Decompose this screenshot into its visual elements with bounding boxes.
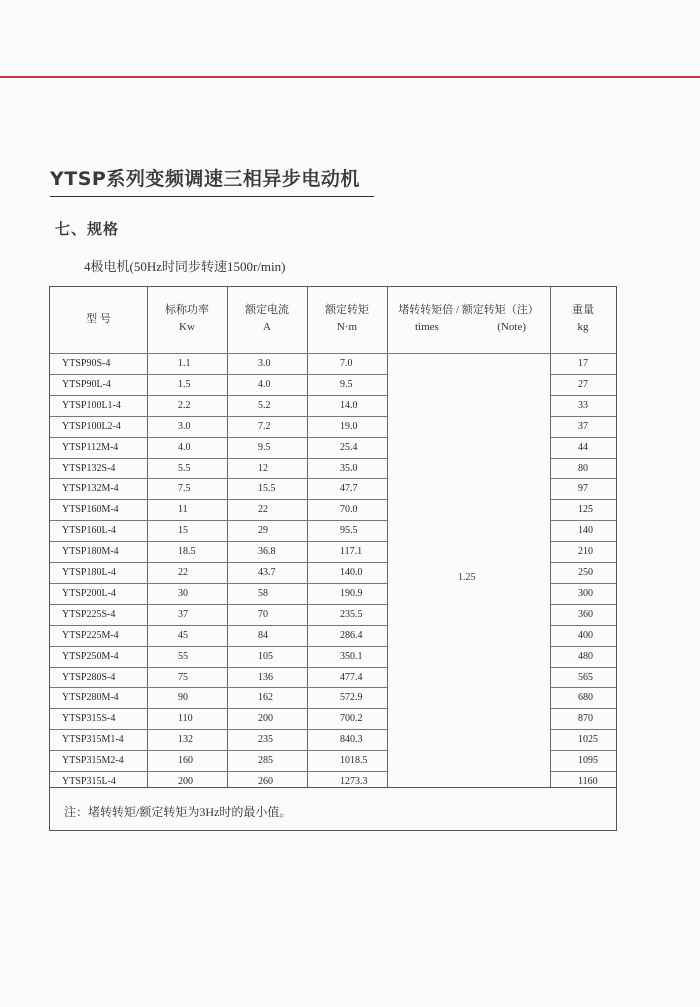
cell-current: 12 (258, 462, 268, 474)
cell-torque: 7.0 (340, 358, 353, 369)
header-torque-unit: N·m (336, 321, 358, 333)
cell-model: YTSP100L2-4 (62, 420, 121, 432)
cell-power: 45 (178, 629, 188, 641)
cell-torque: 140.0 (340, 567, 363, 578)
row-divider (50, 562, 387, 563)
header-power (147, 302, 227, 336)
cell-weight: 33 (578, 399, 588, 411)
cell-model: YTSP90L-4 (62, 378, 111, 390)
header-torque (307, 302, 387, 336)
row-divider (50, 687, 387, 688)
row-divider (50, 583, 387, 584)
header-current-unit: A (263, 321, 271, 333)
cell-power: 37 (178, 608, 188, 620)
cell-weight: 37 (578, 420, 588, 432)
cell-power: 22 (178, 567, 188, 578)
cell-current: 22 (258, 504, 268, 516)
cell-power: 15 (178, 525, 188, 537)
cell-weight: 1025 (578, 734, 598, 746)
row-divider (550, 374, 616, 375)
cell-power: 55 (178, 650, 188, 662)
cell-power: 3.0 (178, 420, 191, 432)
cell-weight: 360 (578, 608, 593, 620)
cell-torque: 19.0 (340, 420, 358, 432)
cell-torque: 840.3 (340, 734, 363, 746)
cell-model: YTSP100L1-4 (62, 399, 121, 411)
cell-weight: 210 (578, 546, 593, 558)
document-title: YTSP系列变频调速三相异步电动机 (50, 168, 360, 190)
header-ratio-sub (387, 319, 550, 336)
cell-model: YTSP132S-4 (62, 462, 116, 474)
cell-weight: 250 (578, 567, 593, 578)
header-weight-label: 重量 (572, 304, 594, 316)
cell-weight: 1095 (578, 755, 598, 767)
cell-torque: 9.5 (340, 378, 353, 390)
cell-torque: 350.1 (340, 650, 363, 662)
cell-power: 30 (178, 587, 188, 599)
row-divider (550, 729, 616, 730)
row-divider (50, 374, 387, 375)
row-divider (50, 541, 387, 542)
cell-current: 136 (258, 671, 273, 683)
cell-power: 7.5 (178, 483, 191, 495)
cell-torque: 70.0 (340, 504, 358, 516)
header-current-label: 额定电流 (245, 304, 289, 316)
row-divider (550, 583, 616, 584)
cell-weight: 870 (578, 713, 593, 725)
cell-torque: 286.4 (340, 629, 363, 641)
row-divider (550, 604, 616, 605)
cell-power: 132 (178, 734, 193, 746)
cell-weight: 400 (578, 629, 593, 641)
cell-current: 5.2 (258, 399, 271, 411)
row-divider (50, 667, 387, 668)
cell-power: 160 (178, 755, 193, 767)
spec-table (49, 286, 617, 831)
row-divider (550, 520, 616, 521)
cell-power: 2.2 (178, 399, 191, 411)
row-divider (550, 562, 616, 563)
cell-current: 285 (258, 755, 273, 767)
cell-model: YTSP160M-4 (62, 504, 119, 516)
cell-model: YTSP225M-4 (62, 629, 119, 641)
cell-torque: 47.7 (340, 483, 358, 495)
cell-model: YTSP200L-4 (62, 587, 116, 599)
row-divider (50, 437, 387, 438)
cell-model: YTSP250M-4 (62, 650, 119, 662)
cell-power: 4.0 (178, 441, 191, 453)
header-power-label: 标称功率 (165, 304, 209, 316)
cell-power: 5.5 (178, 462, 191, 474)
cell-current: 7.2 (258, 420, 271, 432)
cell-weight: 97 (578, 483, 588, 495)
row-divider (550, 771, 616, 772)
row-divider (50, 646, 387, 647)
row-divider (550, 750, 616, 751)
cell-model: YTSP315M1-4 (62, 734, 124, 746)
header-current (227, 302, 307, 336)
cell-model: YTSP160L-4 (62, 525, 116, 537)
row-divider (50, 458, 387, 459)
col-divider (227, 287, 228, 787)
cell-current: 70 (258, 608, 268, 620)
cell-torque: 1273.3 (340, 776, 368, 787)
cell-torque: 1018.5 (340, 755, 368, 767)
cell-torque: 14.0 (340, 399, 358, 411)
cell-model: YTSP315L-4 (62, 776, 116, 787)
cell-model: YTSP90S-4 (62, 358, 111, 369)
table-caption: 4极电机(50Hz时同步转速1500r/min) (84, 259, 286, 274)
table-footnote: 注：堵转转矩/额定转矩为3Hz时的最小值。 (64, 805, 292, 819)
cell-torque: 700.2 (340, 713, 363, 725)
row-divider (550, 478, 616, 479)
header-model-label: 型 号 (86, 313, 111, 325)
cell-weight: 44 (578, 441, 588, 453)
header-divider (50, 353, 616, 354)
row-divider (550, 541, 616, 542)
cell-model: YTSP315M2-4 (62, 755, 124, 767)
cell-current: 235 (258, 734, 273, 746)
col-divider (387, 287, 388, 787)
cell-model: YTSP315S-4 (62, 713, 116, 725)
cell-power: 1.5 (178, 378, 191, 390)
header-ratio-note: (Note) (497, 321, 526, 333)
row-divider (50, 771, 387, 772)
cell-weight: 80 (578, 462, 588, 474)
header-weight-unit: kg (577, 321, 589, 333)
row-divider (50, 499, 387, 500)
header-torque-label: 额定转矩 (325, 304, 369, 316)
cell-current: 200 (258, 713, 273, 725)
row-divider (50, 750, 387, 751)
cell-torque: 95.5 (340, 525, 358, 537)
cell-torque: 25.4 (340, 441, 358, 453)
row-divider (50, 708, 387, 709)
header-ratio-times: times (415, 321, 439, 333)
cell-weight: 1160 (578, 776, 598, 787)
cell-weight: 125 (578, 504, 593, 516)
cell-model: YTSP280S-4 (62, 671, 116, 683)
header-ratio-label: 堵转转矩倍 / 额定转矩（注） (398, 304, 539, 316)
cell-current: 3.0 (258, 358, 271, 369)
cell-current: 15.5 (258, 483, 276, 495)
row-divider (550, 437, 616, 438)
cell-current: 36.8 (258, 546, 276, 558)
cell-torque: 35.0 (340, 462, 358, 474)
cell-current: 29 (258, 525, 268, 537)
cell-torque: 572.9 (340, 692, 363, 704)
title-underline (50, 196, 374, 197)
cell-weight: 300 (578, 587, 593, 599)
cell-current: 84 (258, 629, 268, 641)
header-red-rule (0, 76, 700, 78)
cell-power: 1.1 (178, 358, 191, 369)
row-divider (550, 687, 616, 688)
row-divider (50, 625, 387, 626)
cell-current: 58 (258, 587, 268, 599)
cell-model: YTSP180M-4 (62, 546, 119, 558)
header-weight (550, 302, 616, 336)
row-divider (50, 604, 387, 605)
cell-model: YTSP280M-4 (62, 692, 119, 704)
cell-power: 110 (178, 713, 193, 725)
cell-current: 260 (258, 776, 273, 787)
cell-model: YTSP180L-4 (62, 567, 116, 578)
header-power-unit: Kw (179, 321, 195, 333)
cell-power: 11 (178, 504, 188, 516)
row-divider (550, 499, 616, 500)
row-divider (550, 708, 616, 709)
row-divider (550, 458, 616, 459)
row-divider (50, 416, 387, 417)
cell-model: YTSP132M-4 (62, 483, 119, 495)
cell-current: 9.5 (258, 441, 271, 453)
cell-current: 105 (258, 650, 273, 662)
cell-torque: 477.4 (340, 671, 363, 683)
cell-torque: 117.1 (340, 546, 363, 558)
cell-weight: 17 (578, 358, 588, 369)
row-divider (550, 646, 616, 647)
row-divider (50, 520, 387, 521)
header-model (50, 311, 147, 328)
cell-torque: 190.9 (340, 587, 363, 599)
cell-current: 162 (258, 692, 273, 704)
cell-weight: 480 (578, 650, 593, 662)
cell-weight: 680 (578, 692, 593, 704)
section-heading: 七、规格 (55, 220, 120, 238)
cell-power: 200 (178, 776, 193, 787)
cell-weight: 140 (578, 525, 593, 537)
data-bottom-divider (50, 787, 616, 788)
cell-current: 4.0 (258, 378, 271, 390)
cell-power: 75 (178, 671, 188, 683)
ratio-value: 1.25 (458, 572, 476, 583)
row-divider (50, 729, 387, 730)
cell-current: 43.7 (258, 567, 276, 578)
row-divider (550, 416, 616, 417)
col-divider (307, 287, 308, 787)
cell-model: YTSP112M-4 (62, 441, 119, 453)
cell-weight: 27 (578, 378, 588, 390)
row-divider (550, 625, 616, 626)
row-divider (50, 395, 387, 396)
cell-model: YTSP225S-4 (62, 608, 116, 620)
cell-power: 18.5 (178, 546, 196, 558)
cell-weight: 565 (578, 671, 593, 683)
col-divider (550, 287, 551, 787)
header-locked-torque-ratio (387, 302, 550, 336)
row-divider (50, 478, 387, 479)
row-divider (550, 395, 616, 396)
cell-power: 90 (178, 692, 188, 704)
col-divider (147, 287, 148, 787)
cell-torque: 235.5 (340, 608, 363, 620)
row-divider (550, 667, 616, 668)
